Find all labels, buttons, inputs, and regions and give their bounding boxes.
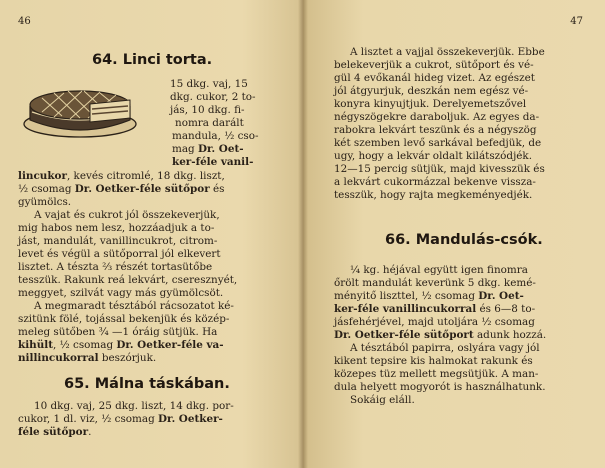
text-line: tesszük. Rakunk reá lekvárt, cseresznyét, — [18, 274, 238, 286]
text-line: kikent tepsire kis halmokat rakunk és — [334, 355, 533, 367]
text-line: cukor, 1 dl. viz, ½ csomag Dr. Oetker- — [18, 413, 223, 425]
text-line: A tésztából papirra, oslyára vagy jól — [350, 342, 540, 354]
text-line: meleg sütőben ¾ —1 óráig sütjük. Ha — [18, 326, 218, 338]
text-line: ¼ kg. héjával együtt igen finomra — [350, 264, 528, 276]
text-line: szitünk fölé, tojással bekenjük és közép- — [18, 313, 230, 325]
text-line: őrölt mandulát keverünk 5 dkg. kemé- — [334, 277, 536, 289]
text-line: 12—15 percig sütjük, majd kivesszük és — [334, 163, 545, 175]
text-line: ker-féle vanillincukorral és 6—8 to- — [334, 303, 536, 315]
text-line: A vajat és cukrot jól összekeverjük, — [34, 209, 220, 221]
page-number-right: 47 — [570, 16, 583, 27]
text-line: 10 dkg. vaj, 25 dkg. liszt, 14 dkg. por- — [34, 400, 234, 412]
text-line: ½ csomag Dr. Oetker-féle sütőpor és — [18, 183, 225, 195]
text-line: A megmaradt tésztából rácsozatot ké- — [34, 300, 234, 312]
text-line: A lisztet a vajjal összekeverjük. Ebbe — [350, 46, 545, 58]
text-line: Dr. Oetker-féle sütőport adunk hozzá. — [334, 329, 547, 341]
text-line: mig habos nem lesz, hozzáadjuk a to- — [18, 222, 215, 234]
text-line: négyszögekre daraboljuk. Az egyes da- — [334, 111, 540, 123]
text-line: a lekvárt cukormázzal bekenve vissza- — [334, 176, 536, 188]
text-line: lincukor, kevés citromlé, 18 dkg. liszt, — [18, 170, 225, 182]
text-line: nomra darált — [175, 117, 244, 129]
text-line: rabokra lekvárt teszünk és a négyszög — [334, 124, 537, 136]
text-line: levet és végül a sütőporral jól elkevert — [18, 248, 221, 260]
text-line: 15 dkg. vaj, 15 — [170, 78, 248, 90]
text-line: Sokáig eláll. — [350, 394, 415, 406]
text-line: gül 4 evőkanál hideg vizet. Az egészet — [334, 72, 535, 84]
text-line: ményitő liszttel, ½ csomag Dr. Oet- — [334, 290, 524, 302]
text-line: lisztet. A tészta ⅔ részét tortasütőbe — [18, 261, 213, 273]
text-line: féle sütőpor. — [18, 426, 92, 438]
recipe-64-title: 64. Linci torta. — [92, 52, 213, 68]
recipe-65-title: 65. Málna táskában. — [64, 376, 230, 392]
text-line: ugy, hogy a lekvár oldalt kilátszódjék. — [334, 150, 533, 162]
text-line: dkg. cukor, 2 to- — [170, 91, 256, 103]
text-line: belekeverjük a cukrot, sütőport és vé- — [334, 59, 534, 71]
text-line: jól átgyurjuk, deszkán nem egész vé- — [334, 85, 529, 97]
text-line: konyra kinyujtjuk. Derelyemetszővel — [334, 98, 527, 110]
text-line: jást, mandulát, vanillincukrot, citrom- — [18, 235, 218, 247]
right-page — [303, 0, 605, 468]
text-line: tesszük, hogy rajta megkeményedjék. — [334, 189, 533, 201]
text-line: jás, 10 dkg. fi- — [170, 104, 245, 116]
text-line: meggyet, szilvát vagy más gyümölcsöt. — [18, 287, 224, 299]
text-line: dula helyett mogyorót is használhatunk. — [334, 381, 546, 393]
text-line: ker-féle vanil- — [172, 156, 254, 168]
text-line: közepes tüz mellett megsütjük. A man- — [334, 368, 539, 380]
book-gutter — [298, 0, 308, 468]
text-line: gyümölcs. — [18, 196, 72, 208]
page-number-left: 46 — [18, 16, 31, 27]
text-line: mandula, ½ cso- — [172, 130, 259, 142]
text-line: kihült, ½ csomag Dr. Oetker-féle va- — [18, 339, 224, 351]
text-line: két szemben levő sarkával befedjük, de — [334, 137, 542, 149]
recipe-66-title: 66. Mandulás-csók. — [385, 232, 543, 248]
text-line: nillincukorral beszórjuk. — [18, 352, 157, 364]
cake-icon — [22, 78, 140, 140]
text-line: jásfehérjével, majd utoljára ½ csomag — [334, 316, 535, 328]
text-line: mag Dr. Oet- — [172, 143, 244, 155]
